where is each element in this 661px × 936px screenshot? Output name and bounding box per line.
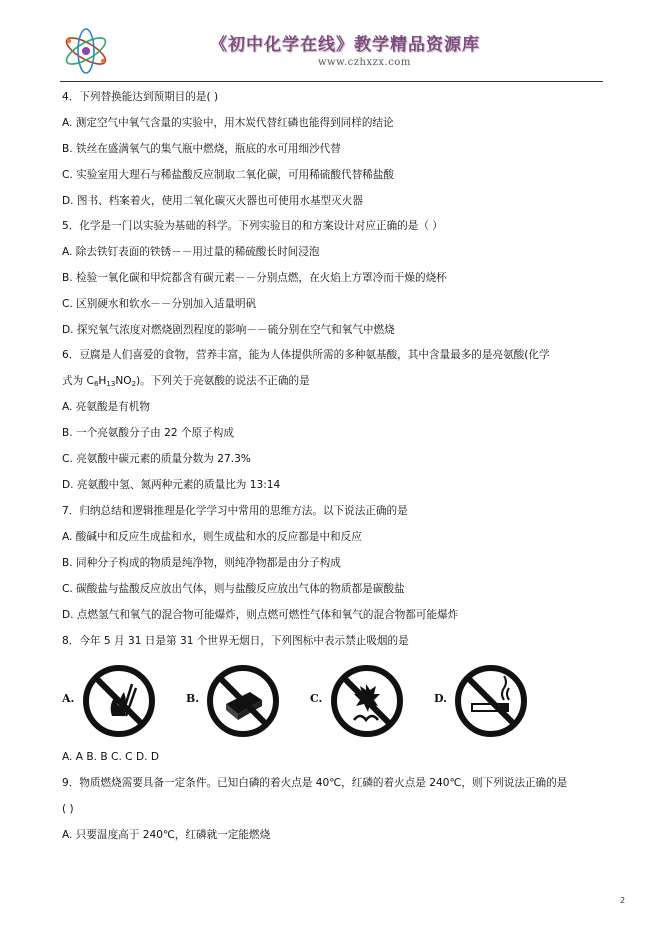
q6-stem-line1: 6．豆腐是人们喜爱的食物，营养丰富，能为人体提供所需的多种氨基酸，其中含量最多的是亮氨酸(化学: [62, 349, 550, 361]
q6-option-b: B. 一个亮氨酸分子由 22 个原子构成: [62, 427, 234, 439]
sign-b: [186, 664, 296, 738]
q4-option-d: D. 图书、档案着火，使用二氧化碳灭火器也可使用水基型灭火器: [62, 195, 363, 207]
q4-option-a: A. 测定空气中氧气含量的实验中，用木炭代替红磷也能得到同样的结论: [62, 117, 394, 129]
q7-stem: 7．归纳总结和逻辑推理是化学学习中常用的思维方法。以下说法正确的是: [62, 505, 408, 517]
no-open-flame-icon: [82, 664, 156, 738]
q7-option-b: B. 同种分子构成的物质是纯净物，则纯净物都是由分子构成: [62, 557, 341, 569]
q7-option-d: D. 点燃氢气和氧气的混合物可能爆炸，则点燃可燃性气体和氧气的混合物都可能爆炸: [62, 609, 459, 621]
q4-option-c: C. 实验室用大理石与稀盐酸反应制取二氧化碳，可用稀硫酸代替稀盐酸: [62, 169, 394, 181]
q6-option-c: C. 亮氨酸中碳元素的质量分数为 27.3%: [62, 453, 251, 465]
q9-stem-line1: 9．物质燃烧需要具备一定条件。已知白磷的着火点是 40℃，红磷的着火点是 240℃，则下列说法正确的是: [62, 777, 568, 789]
q9-stem-line2: ( ): [62, 803, 74, 815]
q6-stem-line2: 式为 $C_6H_{13}NO_2$)。下列关于亮氨酸的说法不正确的是: [62, 375, 310, 388]
no-smoking-icon: [454, 664, 528, 738]
q9-option-a: A. 只要温度高于 240℃，红磷就一定能燃烧: [62, 829, 271, 841]
no-fireworks-icon: [206, 664, 280, 738]
banner-title: 《初中化学在线》教学精品资源库: [210, 35, 480, 55]
header-divider: [60, 81, 603, 82]
sign-b-letter: B.: [186, 692, 200, 705]
sign-c: [310, 664, 420, 738]
q7-option-a: A. 酸碱中和反应生成盐和水，则生成盐和水的反应都是中和反应: [62, 531, 362, 543]
banner-url: www.czhxzx.com: [318, 57, 411, 68]
q8-stem: 8．今年 5 月 31 日是第 31 个世界无烟日，下列图标中表示禁止吸烟的是: [62, 635, 409, 647]
q5-option-d: D. 探究氧气浓度对燃烧剧烈程度的影响－－硫分别在空气和氧气中燃烧: [62, 324, 395, 336]
q4-option-b: B. 铁丝在盛满氧气的集气瓶中燃烧，瓶底的水可用细沙代替: [62, 143, 341, 155]
no-burning-icon: [330, 664, 404, 738]
sign-d-letter: D.: [434, 692, 447, 705]
sign-a-letter: A.: [62, 692, 75, 705]
atom-logo-icon: [60, 28, 112, 74]
q5-option-c: C. 区别硬水和软水－－分别加入适量明矾: [62, 298, 257, 310]
q5-stem: 5．化学是一门以实验为基础的科学。下列实验目的和方案设计对应正确的是（ ）: [62, 220, 443, 232]
page-number: 2: [620, 896, 626, 905]
q7-option-c: C. 碳酸盐与盐酸反应放出气体，则与盐酸反应放出气体的物质都是碳酸盐: [62, 583, 405, 595]
prohibition-signs: [62, 664, 542, 738]
q5-option-b: B. 检验一氧化碳和甲烷都含有碳元素－－分别点燃，在火焰上方罩冷而干燥的烧杯: [62, 272, 447, 284]
header-banner: [60, 22, 605, 84]
q4-stem: 4．下列替换能达到预期目的是( ): [62, 91, 219, 103]
q5-option-a: A. 除去铁钉表面的铁锈－－用过量的稀硫酸长时间浸泡: [62, 246, 320, 258]
q6-option-d: D. 亮氨酸中氢、氮两种元素的质量比为 13:14: [62, 479, 281, 491]
q8-options: A. A B. B C. C D. D: [62, 751, 159, 763]
sign-d: [434, 664, 544, 738]
sign-c-letter: C.: [310, 692, 323, 705]
sign-a: [62, 664, 172, 738]
q6-option-a: A. 亮氨酸是有机物: [62, 401, 150, 413]
